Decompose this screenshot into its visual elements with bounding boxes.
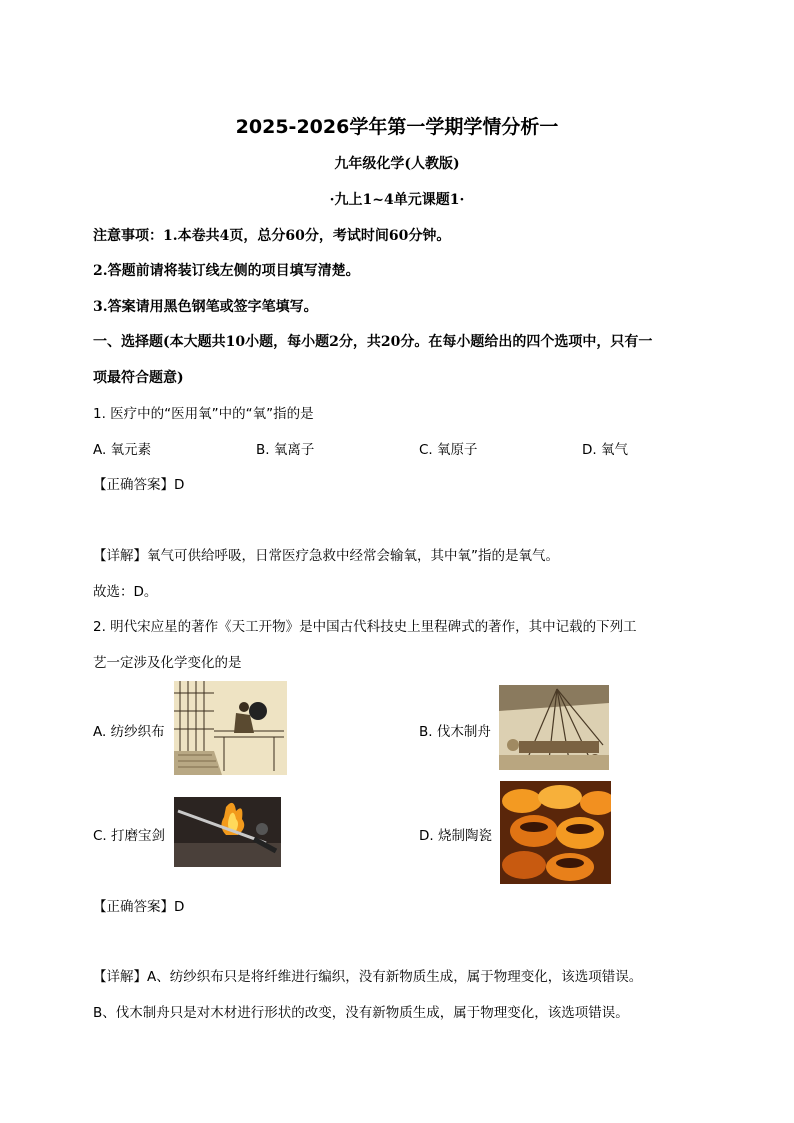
q1-option-d: D. 氧气 xyxy=(582,442,628,458)
q2-option-c: C. 打磨宝剑 xyxy=(93,828,166,844)
notice-line-2: 2.答题前请将装订线左侧的项目填写清楚。 xyxy=(93,263,360,279)
q1-option-a: A. 氧元素 xyxy=(93,442,152,458)
section-heading-line-2: 项最符合题意) xyxy=(93,370,184,386)
q2-stem-line-2: 艺一定涉及化学变化的是 xyxy=(93,655,242,671)
notice-line-1: 注意事项：1.本卷共4页，总分60分，考试时间60分钟。 xyxy=(93,228,451,244)
exam-title: 2025-2026学年第一学期学情分析一 xyxy=(235,116,559,138)
q2-option-d: D. 烧制陶瓷 xyxy=(419,828,492,844)
q1-answer: 【正确答案】D xyxy=(93,477,185,493)
section-heading-line-1: 一、选择题(本大题共10小题，每小题2分，共20分。在每小题给出的四个选项中，只有一 xyxy=(93,334,653,350)
q2-explanation-a: 【详解】A、纺纱织布只是将纤维进行编织，没有新物质生成，属于物理变化，该选项错误。 xyxy=(93,969,643,985)
pottery-kiln-photo xyxy=(500,781,611,884)
q1-option-b: B. 氧离子 xyxy=(256,442,315,458)
notice-line-3: 3.答案请用黑色钢笔或签字笔填写。 xyxy=(93,299,318,315)
sword-forging-photo xyxy=(174,797,281,867)
q2-option-a: A. 纺纱织布 xyxy=(93,724,165,740)
q1-stem: 1. 医疗中的“医用氧”中的“氧”指的是 xyxy=(93,406,314,422)
weaving-illustration xyxy=(174,681,287,775)
exam-subtitle: 九年级化学(人教版) xyxy=(334,156,460,172)
q2-option-b: B. 伐木制舟 xyxy=(419,724,491,740)
q2-explanation-b: B、伐木制舟只是对木材进行形状的改变，没有新物质生成，属于物理变化，该选项错误。 xyxy=(93,1005,629,1021)
shipbuilding-illustration xyxy=(499,685,609,770)
q2-stem-line-1: 2. 明代宋应星的著作《天工开物》是中国古代科技史上里程碑式的著作，其中记载的下列工 xyxy=(93,619,637,635)
q1-choice: 故选：D。 xyxy=(93,584,158,600)
q1-option-c: C. 氧原子 xyxy=(419,442,478,458)
q1-explanation: 【详解】氧气可供给呼吸，日常医疗急救中经常会输氧，其中氧”指的是氧气。 xyxy=(93,548,559,564)
exam-scope: ·九上1~4单元课题1· xyxy=(329,192,465,208)
q2-answer: 【正确答案】D xyxy=(93,899,185,915)
